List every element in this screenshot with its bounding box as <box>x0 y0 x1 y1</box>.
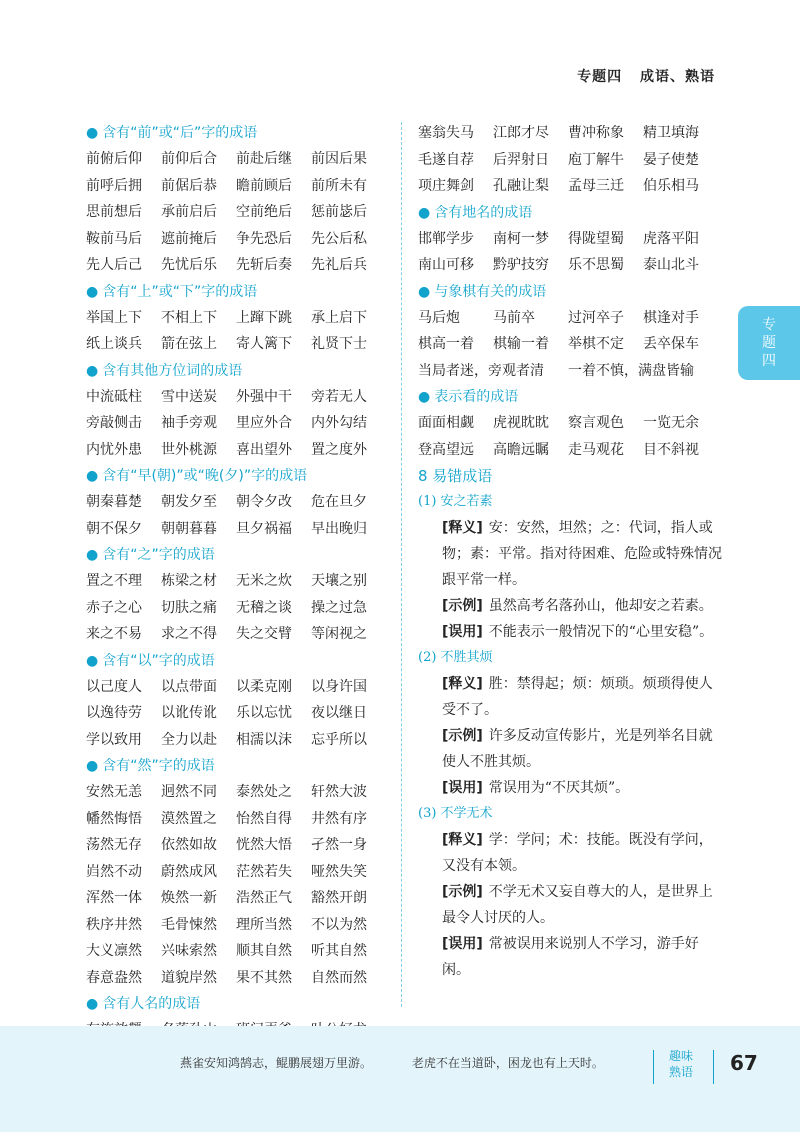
left-column <box>86 120 386 1044</box>
idiom: 察言观色 <box>568 415 624 431</box>
idiom: 思前想后 <box>86 204 142 220</box>
idiom: 前仰后合 <box>161 151 217 167</box>
footer-separator <box>653 1050 654 1084</box>
idiom: 前因后果 <box>311 151 367 167</box>
entry-line <box>418 827 722 879</box>
right-column <box>418 120 722 983</box>
idiom: 马后炮 <box>418 309 460 326</box>
idiom: 鞍前马后 <box>86 230 142 247</box>
idiom-row <box>86 727 386 754</box>
idiom: 前俯后仰 <box>86 151 142 167</box>
idiom: 棋逢对手 <box>643 309 699 326</box>
section-heading <box>86 754 386 778</box>
idiom: 春意盎然 <box>86 969 142 986</box>
idiom: 以柔克刚 <box>236 678 292 695</box>
idiom-row <box>86 410 386 437</box>
idiom-row <box>86 437 386 464</box>
idiom-row <box>86 700 386 727</box>
idiom: 不相上下 <box>161 309 217 326</box>
idiom-row <box>86 859 386 886</box>
idiom: 内忧外患 <box>86 441 142 458</box>
idiom: 曹冲称象 <box>568 125 624 141</box>
section-heading-text: 含有“然”字的成语 <box>102 758 215 774</box>
entry-line <box>418 931 722 983</box>
entry-text: 安：安然，坦然；之：代词，指人或物；素：平常。指对待困难、危险或特殊情况跟平常一样。 <box>442 520 722 588</box>
idiom-row <box>418 252 718 279</box>
idiom-row <box>418 173 718 200</box>
idiom: 不以为然 <box>311 916 367 933</box>
idiom-row <box>86 806 386 833</box>
idiom: 一着不慎，满盘皆输 <box>568 362 694 379</box>
bullet-icon: ● <box>86 125 99 141</box>
entry-tag: [示例] <box>442 598 483 614</box>
idiom: 等闲视之 <box>311 626 367 642</box>
idiom: 中流砥柱 <box>86 388 142 405</box>
idiom-row <box>418 358 718 385</box>
bullet-icon: ● <box>418 204 431 221</box>
idiom: 井然有序 <box>311 810 367 827</box>
entry-tag: [示例] <box>442 884 483 900</box>
side-tab-char-2: 题 <box>762 335 776 351</box>
idiom: 棋高一着 <box>418 336 474 352</box>
idiom: 浩然正气 <box>236 890 292 906</box>
idiom: 哑然失笑 <box>311 863 367 880</box>
idiom-row <box>86 674 386 701</box>
bullet-icon: ● <box>418 283 431 300</box>
section-heading <box>86 280 386 304</box>
idiom-row <box>418 331 718 358</box>
idiom: 理所当然 <box>236 916 292 933</box>
idiom: 目不斜视 <box>643 441 699 458</box>
idiom: 里应外合 <box>236 415 292 431</box>
idiom-row <box>418 437 718 464</box>
idiom: 朝令夕改 <box>236 494 292 510</box>
idiom: 岿然不动 <box>86 863 142 880</box>
entry-tag: [释义] <box>442 520 483 536</box>
idiom: 切肤之痛 <box>161 599 217 616</box>
entry-text: 许多反动宣传影片，光是列举名目就使人不胜其烦。 <box>442 728 713 770</box>
idiom: 前赴后继 <box>236 151 292 167</box>
bullet-icon: ● <box>86 758 99 774</box>
idiom: 袖手旁观 <box>161 415 217 431</box>
idiom: 当局者迷，旁观者清 <box>418 362 544 379</box>
idiom: 泰山北斗 <box>643 257 699 273</box>
idiom: 黔驴技穷 <box>493 257 549 273</box>
idiom: 江郎才尽 <box>493 125 549 141</box>
section-heading <box>418 201 718 225</box>
idiom: 前所未有 <box>311 177 367 194</box>
idiom-row <box>86 331 386 358</box>
entry-line <box>418 775 722 801</box>
idiom: 无稽之谈 <box>236 599 292 616</box>
idiom: 赤子之心 <box>86 599 142 616</box>
idiom-row <box>86 885 386 912</box>
idiom: 依然如故 <box>161 837 217 853</box>
idiom: 遮前掩后 <box>161 230 217 247</box>
footer-separator-2 <box>713 1050 714 1084</box>
idiom: 寄人篱下 <box>236 336 292 352</box>
idiom: 孔融让梨 <box>493 178 549 194</box>
idiom-row <box>418 226 718 253</box>
idiom: 旦夕祸福 <box>236 520 292 537</box>
section-heading-text: 含有“前”或“后”字的成语 <box>102 125 258 141</box>
idiom: 以逸待劳 <box>86 705 142 721</box>
idiom: 邯郸学步 <box>418 230 474 247</box>
bullet-icon: ● <box>86 468 99 484</box>
idiom: 听其自然 <box>311 943 367 959</box>
idiom-row <box>86 568 386 595</box>
idiom: 虎视眈眈 <box>493 415 549 431</box>
idiom: 瞻前顾后 <box>236 177 292 194</box>
idiom: 争先恐后 <box>236 230 292 247</box>
idiom: 怡然自得 <box>236 810 292 827</box>
entry-text: 不学无术又妄自尊大的人，是世界上最令人讨厌的人。 <box>442 884 713 926</box>
entry-tag: [释义] <box>442 676 483 692</box>
idiom: 无米之炊 <box>236 573 292 589</box>
idiom: 乐不思蜀 <box>568 257 624 273</box>
idiom: 天壤之别 <box>311 573 367 589</box>
idiom: 以身许国 <box>311 678 367 695</box>
idiom-row <box>86 912 386 939</box>
entry-text: 不能表示一般情况下的“心里安稳”。 <box>488 624 714 640</box>
section-heading-text: 含有“之”字的成语 <box>102 547 215 563</box>
idiom-row <box>86 832 386 859</box>
side-tab-char-1: 专 <box>762 317 776 333</box>
idiom-row <box>86 199 386 226</box>
section-heading-text: 含有地名的成语 <box>434 204 533 221</box>
section-heading <box>86 464 386 488</box>
section-heading <box>86 359 386 383</box>
idiom: 先斩后奏 <box>236 257 292 273</box>
idiom: 毛骨悚然 <box>161 916 217 933</box>
idiom: 忘乎所以 <box>311 731 367 748</box>
bullet-icon: ● <box>86 283 99 300</box>
idiom: 果不其然 <box>236 969 292 986</box>
section-heading-text: 含有“上”或“下”字的成语 <box>102 283 258 300</box>
idiom: 外强中干 <box>236 388 292 405</box>
idiom: 全力以赴 <box>161 731 217 748</box>
idiom-entry-label: (1) 安之若素 <box>418 494 493 509</box>
page-header <box>565 66 715 86</box>
idiom: 置之不理 <box>86 573 142 589</box>
idiom: 漠然置之 <box>161 810 217 827</box>
idiom: 早出晚归 <box>311 520 367 537</box>
idiom: 过河卒子 <box>568 309 624 326</box>
idiom: 道貌岸然 <box>161 969 217 986</box>
idiom: 得陇望蜀 <box>568 230 624 247</box>
idiom: 孑然一身 <box>311 837 367 853</box>
idiom-row <box>86 384 386 411</box>
entry-text: 胜：禁得起；烦：烦琐。烦琐得使人受不了。 <box>442 676 713 718</box>
idiom: 登高望远 <box>418 441 474 458</box>
idiom: 秩序井然 <box>86 916 142 933</box>
idiom: 世外桃源 <box>161 441 217 458</box>
idiom-row <box>86 516 386 543</box>
idiom: 前倨后恭 <box>161 177 217 194</box>
idiom-row <box>86 173 386 200</box>
idiom-row <box>86 226 386 253</box>
entry-line <box>418 619 722 645</box>
idiom: 朝朝暮暮 <box>161 520 217 537</box>
idiom-row <box>86 305 386 332</box>
idiom: 内外勾结 <box>311 415 367 431</box>
idiom: 迥然不同 <box>161 784 217 800</box>
section-heading-text: 含有人名的成语 <box>102 996 201 1012</box>
idiom: 空前绝后 <box>236 204 292 220</box>
footer-quotes <box>180 1054 640 1071</box>
idiom: 操之过急 <box>311 599 367 616</box>
section-title: 8 易错成语 <box>418 467 493 485</box>
idiom: 蔚然成风 <box>161 863 217 880</box>
idiom-row <box>86 938 386 965</box>
section-heading-text: 含有“以”字的成语 <box>102 652 215 669</box>
idiom: 失之交臂 <box>236 626 292 642</box>
idiom: 相濡以沫 <box>236 731 292 748</box>
idiom: 危在旦夕 <box>311 494 367 510</box>
footer-tag-line-2: 熟语 <box>668 1065 693 1079</box>
entry-text: 虽然高考名落孙山，他却安之若素。 <box>488 598 713 614</box>
idiom: 荡然无存 <box>86 837 142 853</box>
entry-line <box>418 723 722 775</box>
idiom: 举棋不定 <box>568 336 624 352</box>
footer-quote-1: 燕雀安知鸿鹄志，鲲鹏展翅万里游。 <box>180 1056 373 1070</box>
idiom: 兴味索然 <box>161 943 217 959</box>
idiom: 面面相觑 <box>418 415 474 431</box>
idiom: 以讹传讹 <box>161 705 217 721</box>
bullet-icon: ● <box>86 652 99 669</box>
idiom: 前呼后拥 <box>86 177 142 194</box>
idiom-row <box>86 965 386 992</box>
right-idiom-lists <box>418 120 718 463</box>
idiom: 幡然悔悟 <box>86 810 142 827</box>
section-heading-text: 与象棋有关的成语 <box>434 283 547 300</box>
idiom: 举国上下 <box>86 309 142 326</box>
bullet-icon: ● <box>418 389 431 405</box>
idiom-row <box>418 410 718 437</box>
idiom: 雪中送炭 <box>161 388 217 405</box>
idiom: 恍然大悟 <box>236 837 292 853</box>
idiom: 孟母三迁 <box>568 178 624 194</box>
footer-tag <box>664 1048 698 1080</box>
idiom: 丢卒保车 <box>643 336 699 352</box>
error-prone-section <box>418 463 722 983</box>
entry-tag: [误用] <box>442 936 483 952</box>
idiom-entry-label: (2) 不胜其烦 <box>418 650 493 665</box>
page-number: 67 <box>730 1051 758 1075</box>
idiom: 项庄舞剑 <box>418 178 474 194</box>
section-heading <box>418 385 718 409</box>
idiom: 先公后私 <box>311 230 367 247</box>
idiom: 喜出望外 <box>236 441 292 458</box>
idiom: 高瞻远瞩 <box>493 441 549 458</box>
chapter-side-tab[interactable] <box>738 306 800 380</box>
entry-line <box>418 671 722 723</box>
idiom-row <box>418 120 718 147</box>
section-heading <box>86 992 386 1016</box>
idiom: 棋输一着 <box>493 336 549 352</box>
idiom: 伯乐相马 <box>643 178 699 194</box>
idiom-row <box>86 252 386 279</box>
section-heading <box>86 649 386 673</box>
idiom-entry-label: (3) 不学无术 <box>418 806 493 821</box>
idiom: 精卫填海 <box>643 125 699 141</box>
idiom: 以己度人 <box>86 678 142 695</box>
idiom: 先人后己 <box>86 257 142 273</box>
idiom: 毛遂自荐 <box>418 151 474 168</box>
idiom: 安然无恙 <box>86 784 142 800</box>
idiom: 置之度外 <box>311 441 367 458</box>
section-heading <box>86 121 386 145</box>
header-topic: 专题四 <box>577 69 623 85</box>
idiom: 走马观花 <box>568 441 624 458</box>
idiom-row <box>86 621 386 648</box>
idiom: 马前卒 <box>493 309 535 326</box>
idiom: 来之不易 <box>86 626 142 642</box>
idiom: 南山可移 <box>418 257 474 273</box>
idiom: 先礼后兵 <box>311 257 367 273</box>
idiom: 豁然开朗 <box>311 890 367 906</box>
idiom: 朝发夕至 <box>161 494 217 510</box>
section-heading-text: 含有“早(朝)”或“晚(夕)”字的成语 <box>102 468 308 484</box>
idiom: 晏子使楚 <box>643 151 699 168</box>
idiom: 惩前毖后 <box>311 204 367 220</box>
entry-tag: [释义] <box>442 832 483 848</box>
entry-tag: [误用] <box>442 624 483 640</box>
idiom: 茫然若失 <box>236 863 292 880</box>
column-divider <box>401 122 402 1007</box>
idiom: 旁敲侧击 <box>86 415 142 431</box>
idiom: 承前启后 <box>161 204 217 220</box>
section-heading-text: 含有其他方位词的成语 <box>102 362 243 379</box>
side-tab-char-3: 四 <box>762 353 776 369</box>
idiom: 泰然处之 <box>236 784 292 800</box>
idiom: 大义凛然 <box>86 943 142 959</box>
bullet-icon: ● <box>86 996 99 1012</box>
page-footer <box>0 1026 800 1132</box>
idiom: 学以致用 <box>86 731 142 748</box>
idiom: 夜以继日 <box>311 705 367 721</box>
idiom-row <box>86 595 386 622</box>
idiom: 乐以忘忧 <box>236 705 292 721</box>
bullet-icon: ● <box>86 547 99 563</box>
idiom: 自然而然 <box>311 969 367 986</box>
idiom: 栋梁之材 <box>161 573 217 589</box>
section-heading-text: 表示看的成语 <box>434 389 519 405</box>
entry-line <box>418 593 722 619</box>
entry-line <box>418 879 722 931</box>
idiom: 先忧后乐 <box>161 257 217 273</box>
idiom: 塞翁失马 <box>418 125 474 141</box>
bullet-icon: ● <box>86 362 99 379</box>
idiom: 浑然一体 <box>86 890 142 906</box>
idiom: 虎落平阳 <box>643 230 699 247</box>
idiom-row <box>86 489 386 516</box>
idiom: 轩然大波 <box>311 784 367 800</box>
idiom: 朝秦暮楚 <box>86 494 142 510</box>
section-heading <box>418 280 718 304</box>
idiom: 庖丁解牛 <box>568 151 624 168</box>
idiom: 以点带面 <box>161 678 217 695</box>
footer-tag-line-1: 趣味 <box>668 1049 693 1063</box>
idiom: 箭在弦上 <box>161 336 217 352</box>
entry-tag: [示例] <box>442 728 483 744</box>
idiom: 承上启下 <box>311 309 367 326</box>
idiom: 一览无余 <box>643 415 699 431</box>
idiom: 顺其自然 <box>236 943 292 959</box>
entry-text: 常被误用来说别人不学习，游手好闲。 <box>442 936 699 978</box>
idiom: 求之不得 <box>161 626 217 642</box>
idiom-row <box>86 779 386 806</box>
section-heading <box>86 543 386 567</box>
idiom-row <box>418 305 718 332</box>
idiom: 朝不保夕 <box>86 520 142 537</box>
idiom-row <box>418 147 718 174</box>
idiom: 旁若无人 <box>311 388 367 405</box>
entry-text: 常误用为“不厌其烦”。 <box>488 780 630 796</box>
idiom-row <box>86 146 386 173</box>
idiom: 上蹿下跳 <box>236 309 292 326</box>
footer-quote-2: 老虎不在当道卧，困龙也有上天时。 <box>411 1056 604 1070</box>
idiom: 后羿射日 <box>493 151 549 168</box>
idiom: 南柯一梦 <box>493 230 549 247</box>
entry-text: 学：学问；术：技能。既没有学问，又没有本领。 <box>442 832 713 874</box>
idiom: 焕然一新 <box>161 890 217 906</box>
idiom: 纸上谈兵 <box>86 336 142 352</box>
idiom: 礼贤下士 <box>311 336 367 352</box>
entry-line <box>418 515 722 593</box>
header-title: 成语、熟语 <box>640 69 715 85</box>
entry-tag: [误用] <box>442 780 483 796</box>
